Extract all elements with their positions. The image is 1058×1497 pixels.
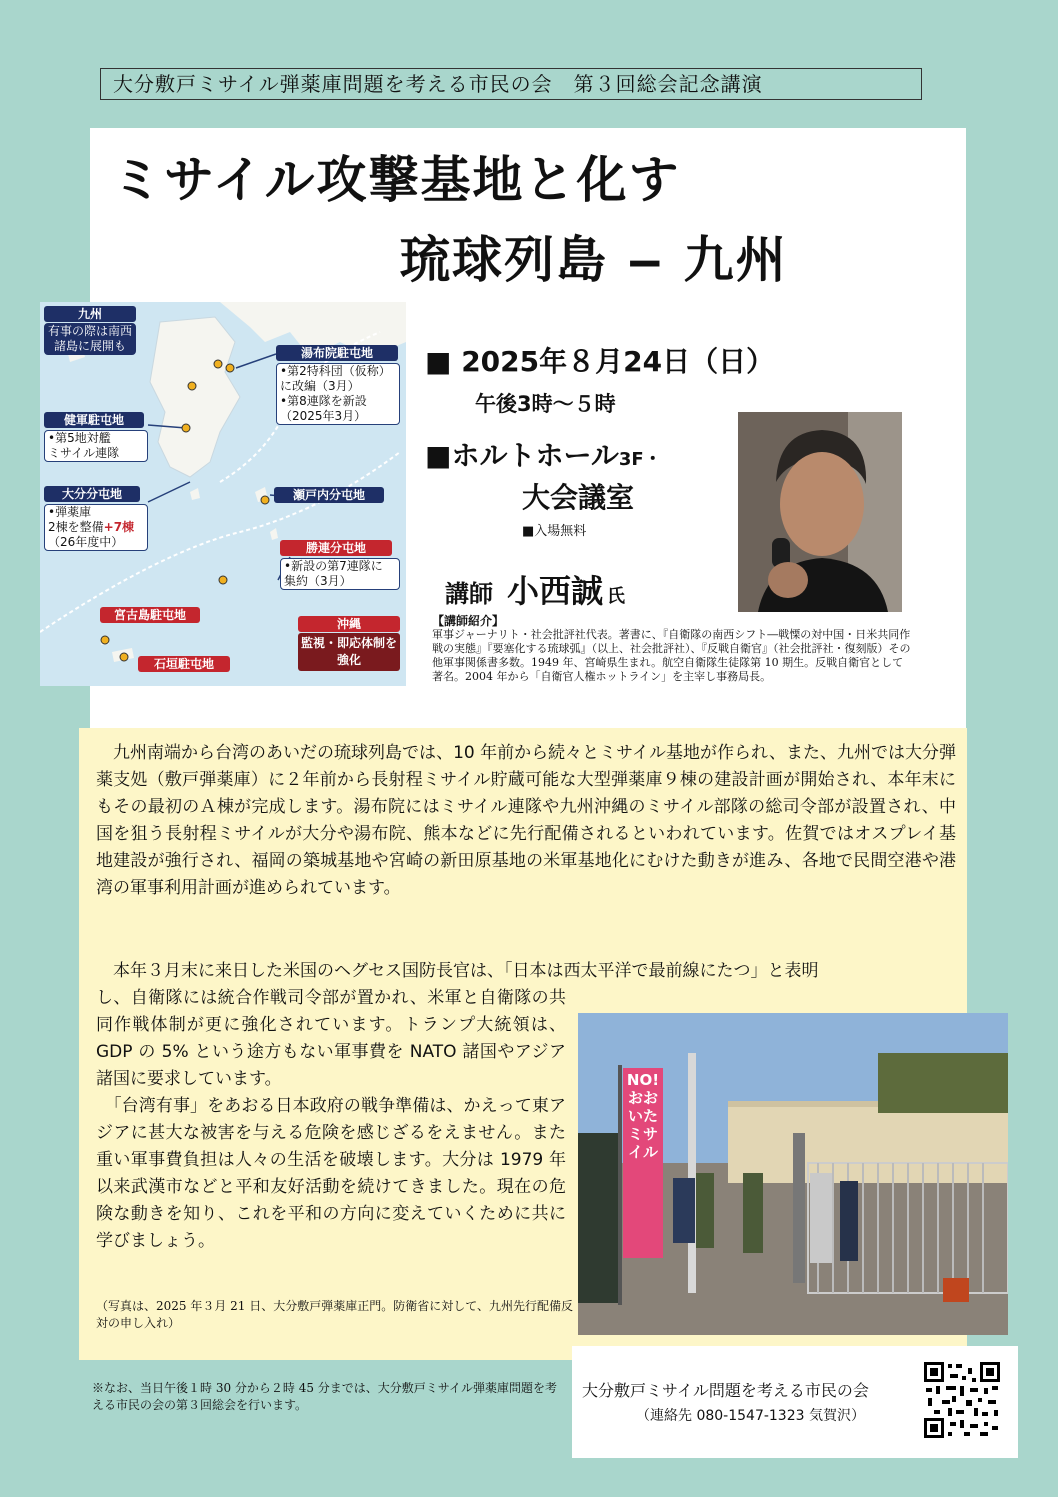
map-yufuin-head: 湯布院駐屯地 (276, 345, 398, 361)
map-yufuin-item-4: （2025年3月） (280, 409, 367, 423)
map-kengun-head: 健軍駐屯地 (44, 412, 144, 428)
organization-name: 大分敷戸ミサイル問題を考える市民の会 (582, 1381, 869, 1400)
profile-text: 軍事ジャーナリト・社会批評社代表。著書に、『自衛隊の南西シフト―戦慄の対中国・日米共同作戦の実態』『要塞化する琉球弧』（以上、社会批評社）、『反戦自衛官』（社会批評社・復刻版）その他軍事関係書多数。1949 年、宮崎県生まれ。航空自衛隊生徒隊第 10 期生。反戦自衛官として著名。2004 年から「自衛官人権ホットライン」を主宰し事務局長。 (432, 628, 911, 683)
event-venue-name: ■ホルトホール (425, 439, 619, 472)
lecturer-name: 小西誠 (507, 572, 604, 610)
body-paragraph-2b: し、自衛隊には統合作戦司令部が置かれ、米軍と自衛隊の共同作戦体制が更に強化されています。トランプ大統領は、GDP の 5% という途方もない軍事費を NATO 諸国やアジア諸国に要求しています。 「台湾有事」をあおる日本政府の戦争準備は、かえって東アジアに甚大な被害を与える危険を感じざるをえません。また重い軍事費負担は人々の生活を破壊します。大分は 1979 年以来武漢市などと平和友好活動を続けてきました。現在の危険な動きを知り、これを平和の方向に変えていくために共に学びましょう。 (96, 988, 566, 1251)
main-title-line1: ミサイル攻撃基地と化す (112, 150, 681, 209)
footnote: ※なお、当日午後１時 30 分から２時 45 分までは、大分敷戸ミサイル弾薬庫問題を考える市民の会の第３回総会を行います。 (92, 1381, 557, 1412)
map-kyushu-head: 九州 (44, 306, 136, 322)
map-katsuren-head: 勝連分屯地 (280, 540, 392, 556)
map-kengun-items (44, 430, 148, 462)
event-venue (425, 434, 662, 474)
photo-caption: （写真は、2025 年３月 21 日、大分敷戸弾薬庫正門。防衛省に対して、九州先行配備反対の申し入れ） (96, 1299, 574, 1330)
protest-photo (578, 1013, 1008, 1335)
map-okinawa-head: 沖縄 (298, 616, 400, 632)
contact-phone: （連絡先 080-1547-1323 気賀沢） (636, 1408, 865, 1424)
qr-code[interactable] (922, 1360, 1002, 1440)
map-yufuin-items (276, 363, 400, 425)
lecturer-label: 講師 (445, 580, 493, 608)
map-katsuren-item-2: 集約（3月） (284, 574, 352, 588)
map-okinawa-note: 監視・即応体制を強化 (298, 633, 400, 671)
event-header: 大分敷戸ミサイル弾薬庫問題を考える市民の会 第３回総会記念講演 (100, 68, 922, 100)
protest-banner-text: NO! おおいたミサイル (626, 1071, 660, 1161)
map-katsuren-item-1: •新設の第7連隊に (284, 559, 383, 573)
map-kengun-item-2: ミサイル連隊 (48, 446, 120, 460)
map-miyako-head: 宮古島駐屯地 (100, 607, 200, 623)
map-oita-items (44, 504, 148, 551)
map-oita-plus: +7棟 (103, 520, 135, 534)
map-oita-head: 大分分屯地 (44, 486, 140, 502)
main-title-line2: 琉球列島 ‒ 九州 (400, 230, 788, 289)
event-time: 午後3時～５時 (475, 392, 616, 416)
map-yufuin-item-1: •第2特科団（仮称） (280, 364, 391, 378)
profile-heading: 【講師紹介】 (432, 614, 505, 628)
event-venue-floor: 3F・ (618, 449, 662, 470)
base-map (40, 302, 406, 686)
event-room: 大会議室 (522, 481, 635, 514)
body-paragraph-2a: 本年３月末に来日した米国のヘグセス国防長官は、「日本は西太平洋で最前線にたつ」と表明 (113, 961, 819, 981)
admission-free: ■入場無料 (522, 524, 587, 539)
map-kyushu-note: 有事の際は南西諸島に展開も (44, 323, 136, 355)
map-setouchi-head: 瀬戸内分屯地 (274, 487, 384, 503)
event-date: ■ 2025年８月24日（日） (425, 345, 775, 378)
map-yufuin-item-2: に改編（3月） (280, 379, 360, 393)
map-oita-year: （26年度中） (48, 535, 124, 549)
map-oita-item-2: 2棟を整備 (48, 520, 104, 534)
map-katsuren-items (280, 558, 400, 590)
body-paragraph-1: 九州南端から台湾のあいだの琉球列島では、10 年前から続々とミサイル基地が作られ、また、九州では大分弾薬支処（敷戸弾薬庫）に２年前から長射程ミサイル貯蔵可能な大型弾薬庫９棟の建設計画が開始され、本年末にもその最初のＡ棟が完成します。湯布院にはミサイル連隊や九州沖縄のミサイル部隊の総司令部が設置され、中国を狙う長射程ミサイルが大分や湯布院、熊本などに先行配備されるといわれています。佐賀ではオスプレイ基地建設が強行され、福岡の築城基地や宮崎の新田原基地の米軍基地化にむけた動きが進み、各地で民間空港や港湾の軍事利用計画が進められています。 (96, 743, 957, 898)
lecturer-photo (738, 412, 902, 612)
map-kengun-item-1: •第5地対艦 (48, 431, 111, 445)
body-paragraph-3: 「台湾有事」をあおる日本政府の戦争準備は、かえって東アジアに甚大な被害を与える危険を感じざるをえません。また重い軍事費負担は人々の生活を破壊します。大分は 1979 年以来武漢市などと平和友好活動を続けてきました。現在の危険な動きを知り、これを平和の方向に変えていくために共に学びましょう。 (96, 1096, 566, 1251)
map-ishigaki-head: 石垣駐屯地 (138, 656, 230, 672)
map-oita-item-1: •弾薬庫 (48, 505, 92, 519)
lecturer-honorific: 氏 (607, 586, 626, 607)
map-yufuin-item-3: •第8連隊を新設 (280, 394, 367, 408)
lecturer (445, 566, 625, 612)
